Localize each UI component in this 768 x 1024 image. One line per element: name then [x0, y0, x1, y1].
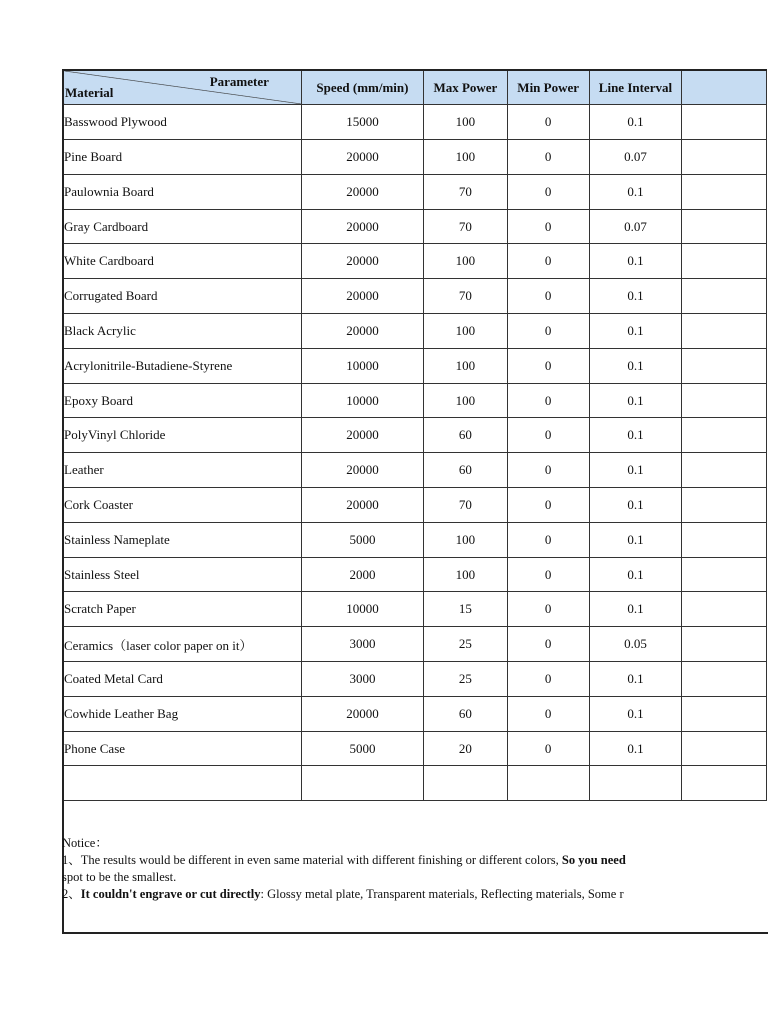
cell-line-interval[interactable]: 0.1 [589, 314, 682, 349]
header-diagonal-cell[interactable] [64, 70, 302, 105]
cell-speed[interactable]: 15000 [301, 105, 423, 140]
cell-empty[interactable] [682, 662, 767, 697]
cell-empty[interactable] [682, 348, 767, 383]
cell-line-interval[interactable]: 0.1 [589, 279, 682, 314]
cell-max-power[interactable]: 60 [424, 696, 508, 731]
cell-line-interval[interactable]: 0.1 [589, 696, 682, 731]
cell-empty[interactable] [682, 244, 767, 279]
cell-min-power[interactable]: 0 [507, 592, 589, 627]
cell-material[interactable]: Corrugated Board [64, 279, 302, 314]
cell-speed[interactable]: 3000 [301, 662, 423, 697]
cell-max-power[interactable]: 100 [424, 557, 508, 592]
spreadsheet-sheet [62, 69, 768, 934]
cell-material[interactable]: PolyVinyl Chloride [64, 418, 302, 453]
cell-speed[interactable]: 20000 [301, 488, 423, 523]
cell-empty[interactable] [682, 557, 767, 592]
cell-max-power[interactable]: 100 [424, 522, 508, 557]
table-row [64, 279, 767, 314]
cell-max-power[interactable]: 25 [424, 627, 508, 662]
cell-max-power[interactable]: 70 [424, 279, 508, 314]
cell-empty[interactable] [682, 453, 767, 488]
table-row [64, 174, 767, 209]
cell-speed[interactable]: 20000 [301, 209, 423, 244]
cell-min-power[interactable]: 0 [507, 522, 589, 557]
cell-min-power[interactable]: 0 [507, 418, 589, 453]
cell-material[interactable]: Pine Board [64, 140, 302, 175]
cell-min-power[interactable]: 0 [507, 696, 589, 731]
cell-min-power[interactable] [507, 766, 589, 801]
cell-line-interval[interactable]: 0.1 [589, 488, 682, 523]
table-row [64, 140, 767, 175]
cell-speed[interactable]: 20000 [301, 279, 423, 314]
cell-material[interactable]: Black Acrylic [64, 314, 302, 349]
table-header-row [64, 70, 767, 105]
cell-material[interactable]: White Cardboard [64, 244, 302, 279]
header-speed[interactable]: Speed (mm/min) [301, 70, 423, 105]
cell-speed[interactable]: 5000 [301, 522, 423, 557]
cell-max-power[interactable]: 25 [424, 662, 508, 697]
cell-line-interval[interactable]: 0.1 [589, 348, 682, 383]
table-row [64, 488, 767, 523]
cell-line-interval[interactable]: 0.1 [589, 244, 682, 279]
table-row [64, 383, 767, 418]
cell-material[interactable]: Cork Coaster [64, 488, 302, 523]
cell-line-interval[interactable]: 0.1 [589, 592, 682, 627]
cell-speed[interactable]: 20000 [301, 418, 423, 453]
cell-line-interval[interactable]: 0.1 [589, 662, 682, 697]
cell-material[interactable]: Coated Metal Card [64, 662, 302, 697]
table-row [64, 105, 767, 140]
cell-line-interval[interactable]: 0.1 [589, 731, 682, 766]
cell-min-power[interactable]: 0 [507, 279, 589, 314]
cell-material[interactable]: Scratch Paper [64, 592, 302, 627]
cell-material[interactable]: Epoxy Board [64, 383, 302, 418]
laser-parameter-table [63, 69, 767, 801]
cell-max-power[interactable]: 20 [424, 731, 508, 766]
table-row [64, 731, 767, 766]
cell-max-power[interactable] [424, 766, 508, 801]
table-row [64, 522, 767, 557]
cell-speed[interactable]: 10000 [301, 592, 423, 627]
cell-empty[interactable] [682, 209, 767, 244]
cell-speed[interactable]: 20000 [301, 453, 423, 488]
cell-speed[interactable]: 20000 [301, 244, 423, 279]
cell-speed[interactable] [301, 766, 423, 801]
cell-line-interval[interactable]: 0.1 [589, 105, 682, 140]
cell-empty[interactable] [682, 731, 767, 766]
cell-speed[interactable]: 20000 [301, 174, 423, 209]
cell-max-power[interactable]: 60 [424, 453, 508, 488]
cell-line-interval[interactable]: 0.1 [589, 522, 682, 557]
cell-speed[interactable]: 10000 [301, 348, 423, 383]
cell-material[interactable] [64, 766, 302, 801]
table-row [64, 418, 767, 453]
cell-empty[interactable] [682, 314, 767, 349]
cell-max-power[interactable]: 15 [424, 592, 508, 627]
notice-line-3-prefix: 2、 [62, 887, 81, 901]
cell-material[interactable]: Stainless Nameplate [64, 522, 302, 557]
notice-line-2: spot to be the smallest. [62, 870, 177, 884]
cell-max-power[interactable]: 100 [424, 383, 508, 418]
table-row [64, 209, 767, 244]
table-row [64, 453, 767, 488]
notice-line-1 [62, 852, 768, 869]
cell-material[interactable]: Cowhide Leather Bag [64, 696, 302, 731]
cell-empty[interactable] [682, 627, 767, 662]
notice-line-3-bold: It couldn't engrave or cut directly [80, 887, 261, 901]
cell-line-interval[interactable] [589, 766, 682, 801]
cell-speed[interactable]: 5000 [301, 731, 423, 766]
cell-line-interval[interactable]: 0.05 [589, 627, 682, 662]
table-row [64, 557, 767, 592]
cell-max-power[interactable]: 100 [424, 140, 508, 175]
notice-line-1-text: 1、The results would be different in even same material with different finishing or different colors, [62, 853, 562, 867]
table-row [64, 662, 767, 697]
table-row [64, 627, 767, 662]
cell-min-power[interactable]: 0 [507, 662, 589, 697]
cell-min-power[interactable]: 0 [507, 453, 589, 488]
table-row [64, 696, 767, 731]
cell-max-power[interactable]: 100 [424, 348, 508, 383]
cell-material[interactable]: Phone Case [64, 731, 302, 766]
cell-speed[interactable]: 20000 [301, 696, 423, 731]
notice-section [62, 835, 768, 903]
table-row [64, 592, 767, 627]
header-min-power[interactable]: Min Power [507, 70, 589, 105]
header-max-power[interactable]: Max Power [424, 70, 508, 105]
cell-max-power[interactable]: 70 [424, 488, 508, 523]
header-parameter-label: Parameter [209, 74, 269, 89]
cell-speed[interactable]: 2000 [301, 557, 423, 592]
cell-material[interactable]: Leather [64, 453, 302, 488]
cell-line-interval[interactable]: 0.1 [589, 557, 682, 592]
cell-empty[interactable] [682, 105, 767, 140]
cell-max-power[interactable]: 100 [424, 244, 508, 279]
cell-max-power[interactable]: 100 [424, 105, 508, 140]
cell-empty[interactable] [682, 766, 767, 801]
table-row [64, 348, 767, 383]
cell-material[interactable]: Paulownia Board [64, 174, 302, 209]
table-row [64, 314, 767, 349]
cell-line-interval[interactable]: 0.1 [589, 383, 682, 418]
notice-title: Notice： [62, 836, 108, 850]
cell-empty[interactable] [682, 174, 767, 209]
cell-min-power[interactable]: 0 [507, 488, 589, 523]
cell-empty[interactable] [682, 696, 767, 731]
cell-max-power[interactable]: 100 [424, 314, 508, 349]
cell-empty[interactable] [682, 418, 767, 453]
cell-min-power[interactable]: 0 [507, 209, 589, 244]
cell-line-interval[interactable]: 0.07 [589, 140, 682, 175]
cell-material[interactable]: Gray Cardboard [64, 209, 302, 244]
cell-line-interval[interactable]: 0.1 [589, 418, 682, 453]
cell-speed[interactable]: 20000 [301, 140, 423, 175]
cell-min-power[interactable]: 0 [507, 314, 589, 349]
table-row [64, 766, 767, 801]
cell-min-power[interactable]: 0 [507, 383, 589, 418]
cell-min-power[interactable]: 0 [507, 140, 589, 175]
cell-min-power[interactable]: 0 [507, 174, 589, 209]
cell-speed[interactable]: 10000 [301, 383, 423, 418]
cell-line-interval[interactable]: 0.1 [589, 174, 682, 209]
cell-material[interactable]: Basswood Plywood [64, 105, 302, 140]
cell-line-interval[interactable]: 0.07 [589, 209, 682, 244]
cell-material[interactable]: Stainless Steel [64, 557, 302, 592]
cell-line-interval[interactable]: 0.1 [589, 453, 682, 488]
header-material-label: Material [65, 85, 114, 101]
cell-min-power[interactable]: 0 [507, 105, 589, 140]
cell-min-power[interactable]: 0 [507, 557, 589, 592]
cell-min-power[interactable]: 0 [507, 244, 589, 279]
cell-max-power[interactable]: 70 [424, 209, 508, 244]
table-row [64, 244, 767, 279]
notice-line-1-bold: So you need [561, 853, 626, 867]
cell-max-power[interactable]: 70 [424, 174, 508, 209]
cell-material[interactable]: Ceramics（laser color paper on it） [64, 627, 302, 662]
cell-min-power[interactable]: 0 [507, 731, 589, 766]
cell-material[interactable]: Acrylonitrile-Butadiene-Styrene [64, 348, 302, 383]
cell-empty[interactable] [682, 140, 767, 175]
cell-speed[interactable]: 3000 [301, 627, 423, 662]
notice-line-3 [62, 886, 768, 903]
header-empty-cell[interactable] [682, 70, 767, 105]
cell-speed[interactable]: 20000 [301, 314, 423, 349]
cell-empty[interactable] [682, 592, 767, 627]
cell-max-power[interactable]: 60 [424, 418, 508, 453]
cell-empty[interactable] [682, 279, 767, 314]
cell-empty[interactable] [682, 488, 767, 523]
cell-min-power[interactable]: 0 [507, 627, 589, 662]
header-line-interval[interactable]: Line Interval [589, 70, 682, 105]
cell-min-power[interactable]: 0 [507, 348, 589, 383]
cell-empty[interactable] [682, 383, 767, 418]
notice-line-3-text: : Glossy metal plate, Transparent materials, Reflecting materials, Some r [260, 887, 624, 901]
cell-empty[interactable] [682, 522, 767, 557]
